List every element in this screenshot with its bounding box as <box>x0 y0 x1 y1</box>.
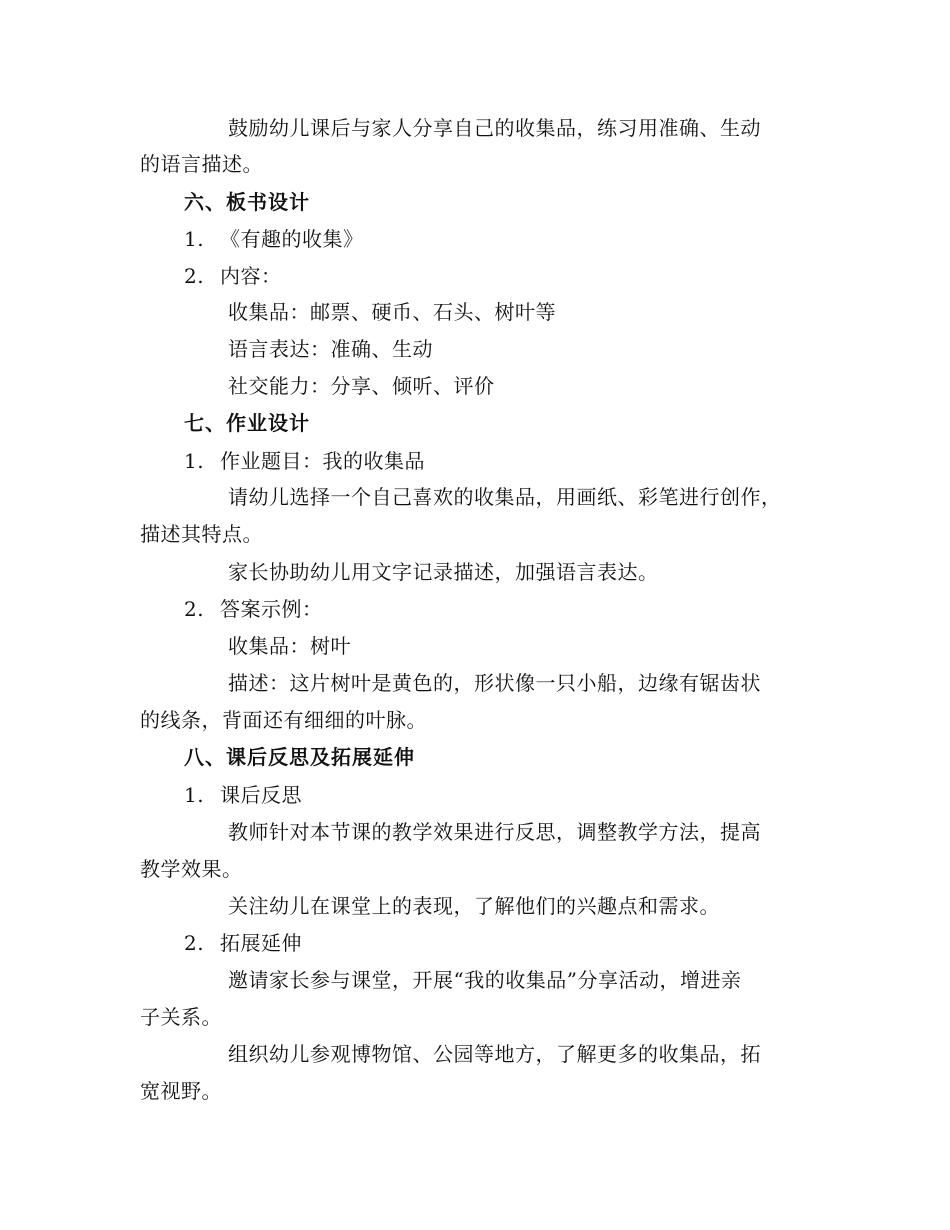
list-item <box>184 449 425 473</box>
paragraph-line: 请幼儿选择一个自己喜欢的收集品，用画纸、彩笔进行创作， <box>228 485 782 509</box>
paragraph-line: 组织幼儿参观博物馆、公园等地方，了解更多的收集品，拓 <box>228 1042 761 1066</box>
list-item <box>184 227 364 251</box>
list-item-text: 内容： <box>220 264 282 288</box>
list-number: 2. <box>184 931 205 955</box>
list-number: 2. <box>184 597 205 621</box>
paragraph-line: 语言表达：准确、生动 <box>228 337 433 361</box>
paragraph-line: 宽视野。 <box>140 1079 222 1103</box>
paragraph-line: 的线条，背面还有细细的叶脉。 <box>140 708 427 732</box>
paragraph-line: 子关系。 <box>140 1005 222 1029</box>
list-item-text: 答案示例： <box>220 597 323 621</box>
list-item-text: 作业题目：我的收集品 <box>220 449 425 473</box>
paragraph-line: 的语言描述。 <box>140 152 263 176</box>
paragraph-line: 邀请家长参与课堂，开展“我的收集品”分享活动，增进亲 <box>228 968 742 992</box>
list-item-text: 拓展延伸 <box>220 931 302 955</box>
paragraph-line: 收集品：树叶 <box>228 634 351 658</box>
section-heading: 六、板书设计 <box>184 190 310 214</box>
section-heading: 七、作业设计 <box>184 411 310 435</box>
list-item-text: 课后反思 <box>220 783 302 807</box>
list-item <box>184 783 302 807</box>
section-heading: 八、课后反思及拓展延伸 <box>184 745 415 769</box>
list-number: 2. <box>184 264 205 288</box>
list-number: 1. <box>184 227 205 251</box>
list-number: 1. <box>184 449 205 473</box>
paragraph-line: 描述：这片树叶是黄色的，形状像一只小船，边缘有锯齿状 <box>228 671 761 695</box>
list-item <box>184 931 302 955</box>
paragraph-line: 关注幼儿在课堂上的表现，了解他们的兴趣点和需求。 <box>228 894 720 918</box>
paragraph-line: 教学效果。 <box>140 857 243 881</box>
paragraph-line: 收集品：邮票、硬币、石头、树叶等 <box>228 300 556 324</box>
paragraph-line: 家长协助幼儿用文字记录描述，加强语言表达。 <box>228 560 659 584</box>
list-item <box>184 597 323 621</box>
list-number: 1. <box>184 783 205 807</box>
list-item <box>184 264 282 288</box>
paragraph-line: 社交能力：分享、倾听、评价 <box>228 374 495 398</box>
paragraph-line: 描述其特点。 <box>140 522 263 546</box>
paragraph-line: 鼓励幼儿课后与家人分享自己的收集品，练习用准确、生动 <box>228 116 761 140</box>
list-item-text: 《有趣的收集》 <box>220 227 364 251</box>
paragraph-line: 教师针对本节课的教学效果进行反思，调整教学方法，提高 <box>228 820 761 844</box>
